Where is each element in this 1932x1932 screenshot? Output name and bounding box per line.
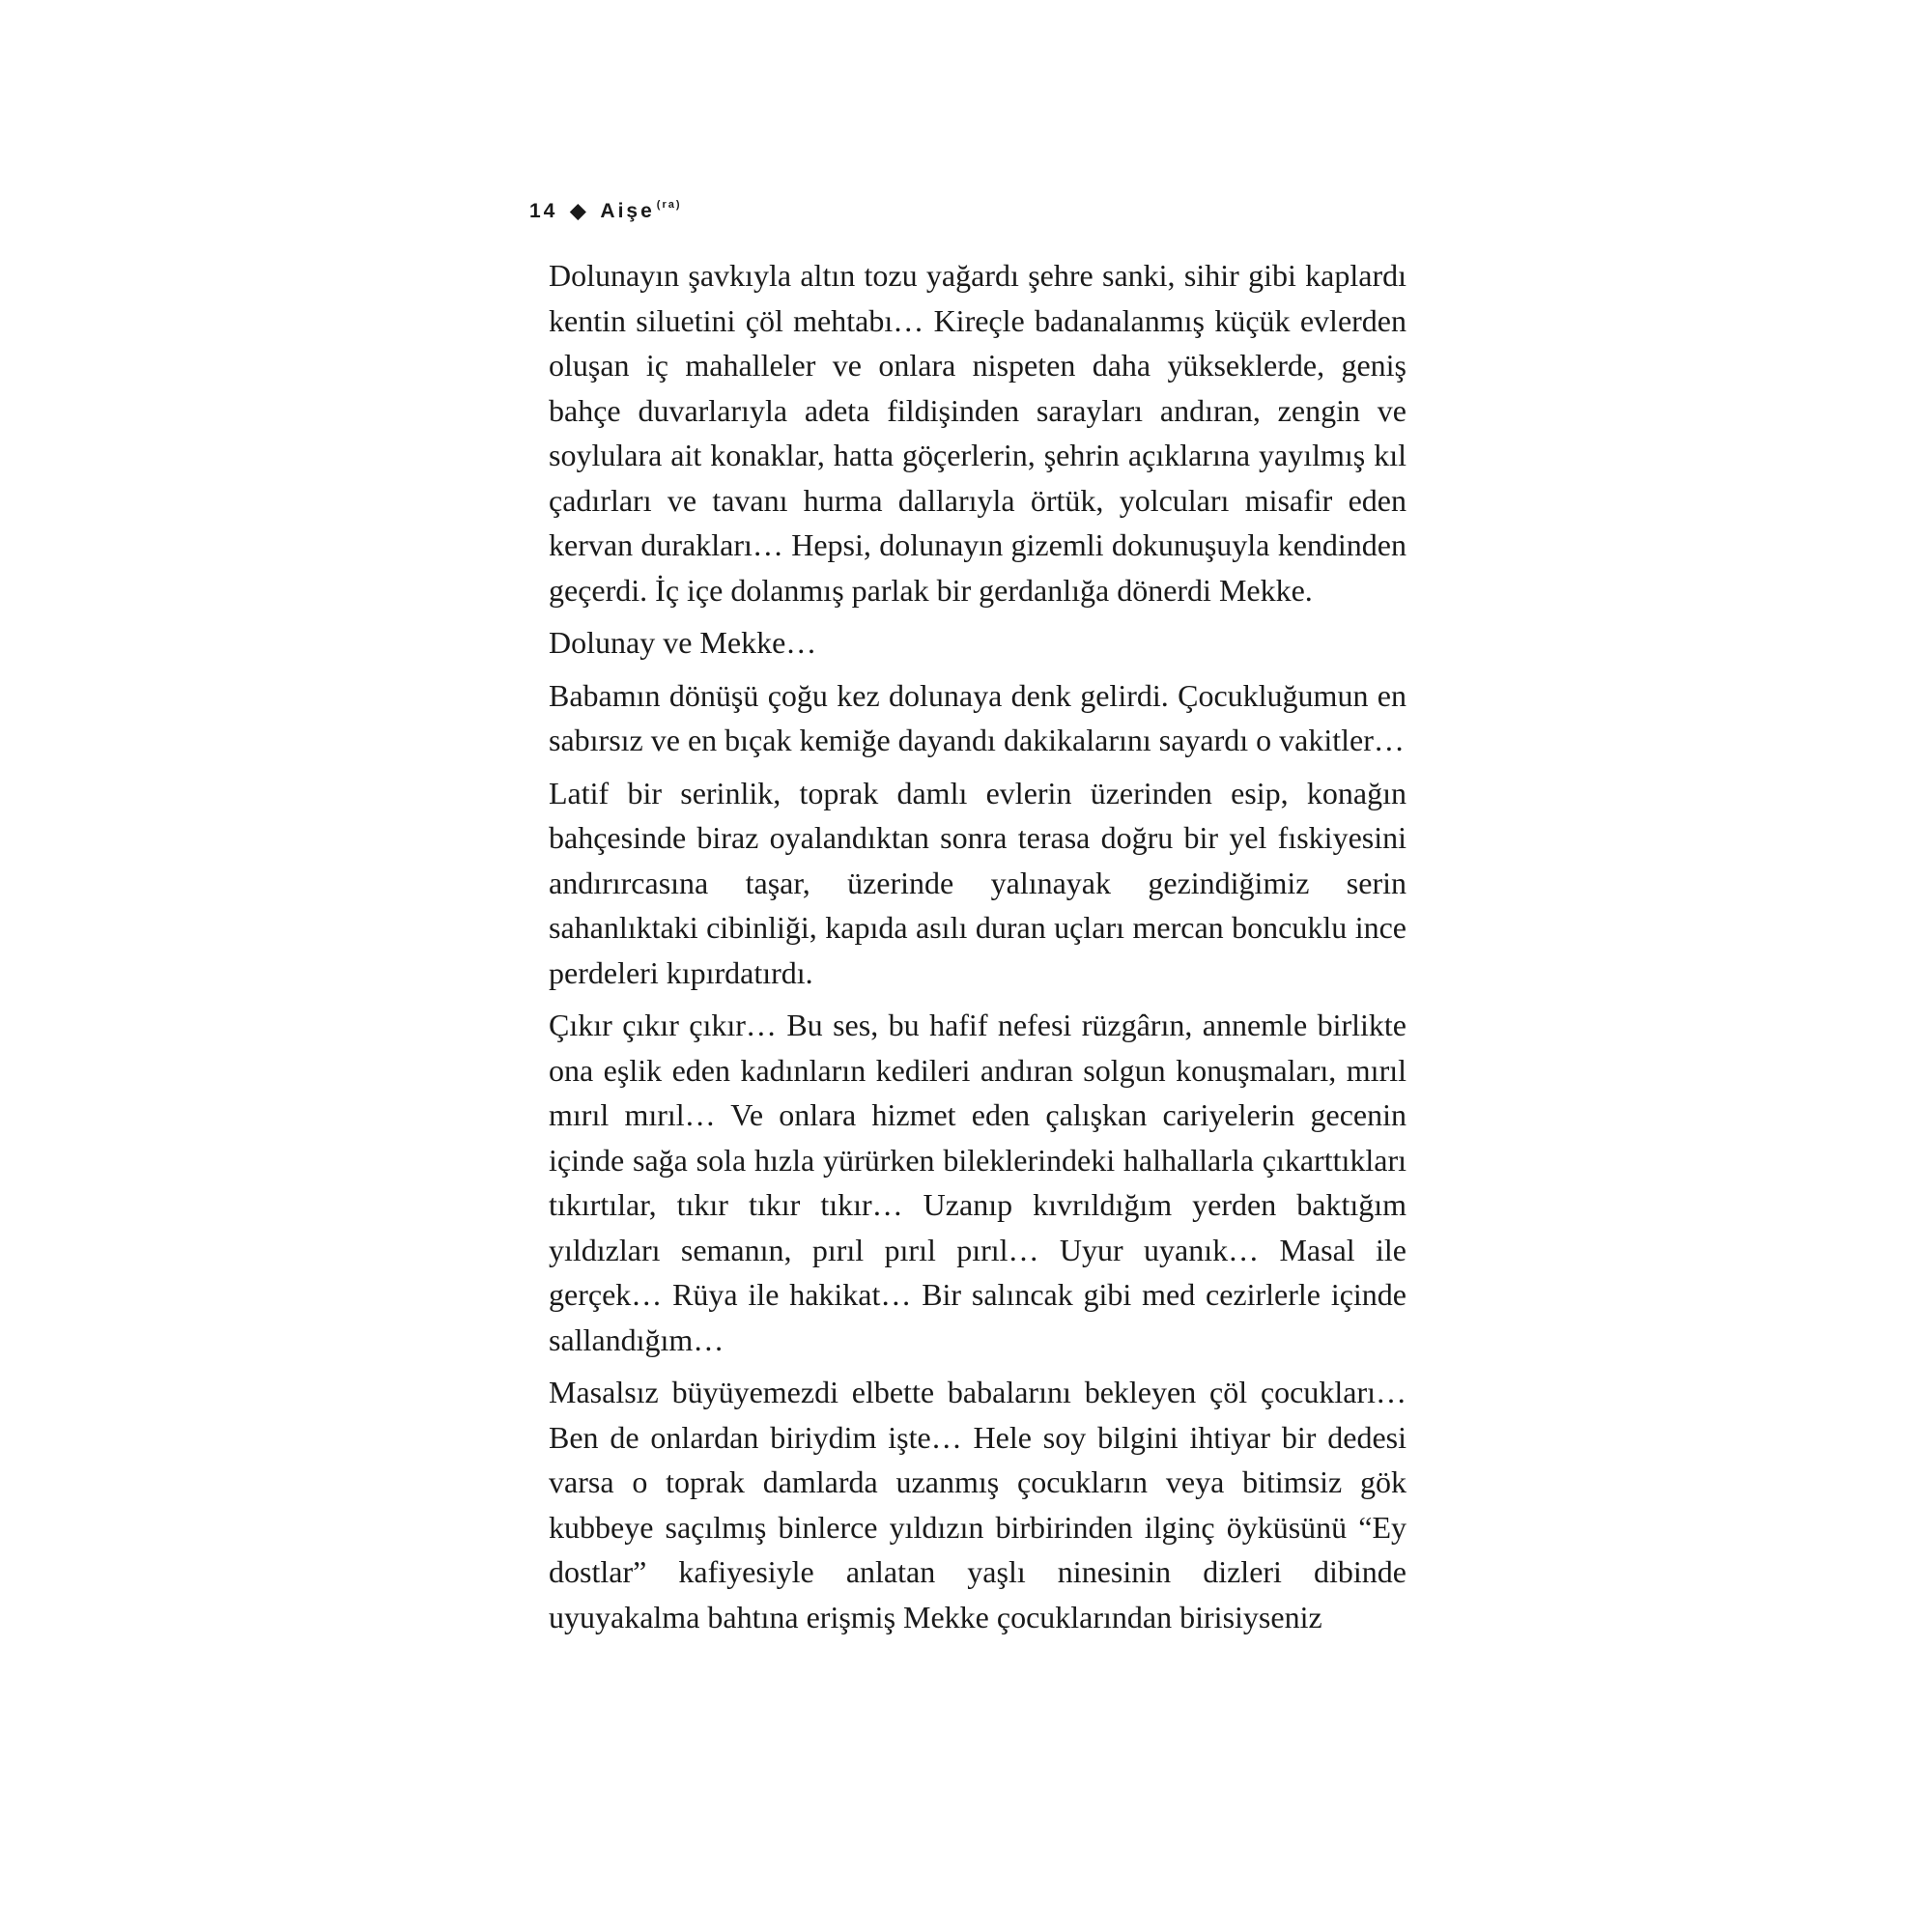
running-head [529,193,682,223]
book-title: Aişe [600,200,655,222]
body-text [549,253,1406,1647]
paragraph: Babamın dönüşü çoğu kez dolunaya denk gelirdi. Çocukluğumun en sabırsız ve en bıçak kemiğe dayandı dakikalarını sayardı o vakitler… [549,677,1406,757]
title-superscript: (ra) [656,199,682,211]
paragraph: Masalsız büyüyemezdi elbette babalarını bekleyen çöl çocukları… Ben de onlardan biriydim işte… Hele soy bilgini ihtiyar bir dedesi varsa o toprak damlarda uzanmış çocukların veya bitimsiz gök kubbeye saçılmış binlerce yıldızın birbirinden ilginç öyküsünü “Ey dostlar” kafiyesiyle anlatan yaşlı ninesinin dizleri dibinde uyuyakalma bahtına erişmiş Mekke çocuklarından birisiyseniz [549,1375,1406,1634]
diamond-separator-icon: ◆ [570,200,589,222]
paragraph: Dolunay ve Mekke… [549,625,817,660]
paragraph: Dolunayın şavkıyla altın tozu yağardı şehre sanki, sihir gibi kaplardı kentin siluetini çöl mehtabı… Kireçle badanalanmış küçük evlerden oluşan iç mahalleler ve onlara nispeten daha yükseklerde, geniş bahçe duvarlarıyla adeta fildişinden sarayları andıran, zengin ve soylulara ait konaklar, hatta göçerlerin, şehrin açıklarına yayılmış kıl çadırları ve tavanı hurma dallarıyla örtük, yolcuları misafir eden kervan durakları… Hepsi, dolunayın gizemli dokunuşuyla kendinden geçerdi. İç içe dolanmış parlak bir gerdanlığa dönerdi Mekke. [549,258,1406,608]
page-number: 14 [529,200,558,222]
paragraph: Latif bir serinlik, toprak damlı evlerin üzerinden esip, konağın bahçesinde biraz oyalandıktan sonra terasa doğru bir yel fıskiyesini andırırcasına taşar, üzerinde yalınayak gezindiğimiz serin sahanlıktaki cibinliği, kapıda asılı duran uçları mercan boncuklu ince perdeleri kıpırdatırdı. [549,775,1406,990]
paragraph: Çıkır çıkır çıkır… Bu ses, bu hafif nefesi rüzgârın, annemle birlikte ona eşlik eden kadınların kedileri andıran solgun konuşmaları, mırıl mırıl mırıl… Ve onlara hizmet eden çalışkan cariyelerin gecenin içinde sağa sola hızla yürürken bileklerindeki halhallarla çıkarttıkları tıkırtılar, tıkır tıkır tıkır… Uzanıp kıvrıldığım yerden baktığım yıldızları semanın, pırıl pırıl pırıl… Uyur uyanık… Masal ile gerçek… Rüya ile hakikat… Bir salıncak gibi med cezirlerle içinde sallandığım… [549,1008,1406,1357]
